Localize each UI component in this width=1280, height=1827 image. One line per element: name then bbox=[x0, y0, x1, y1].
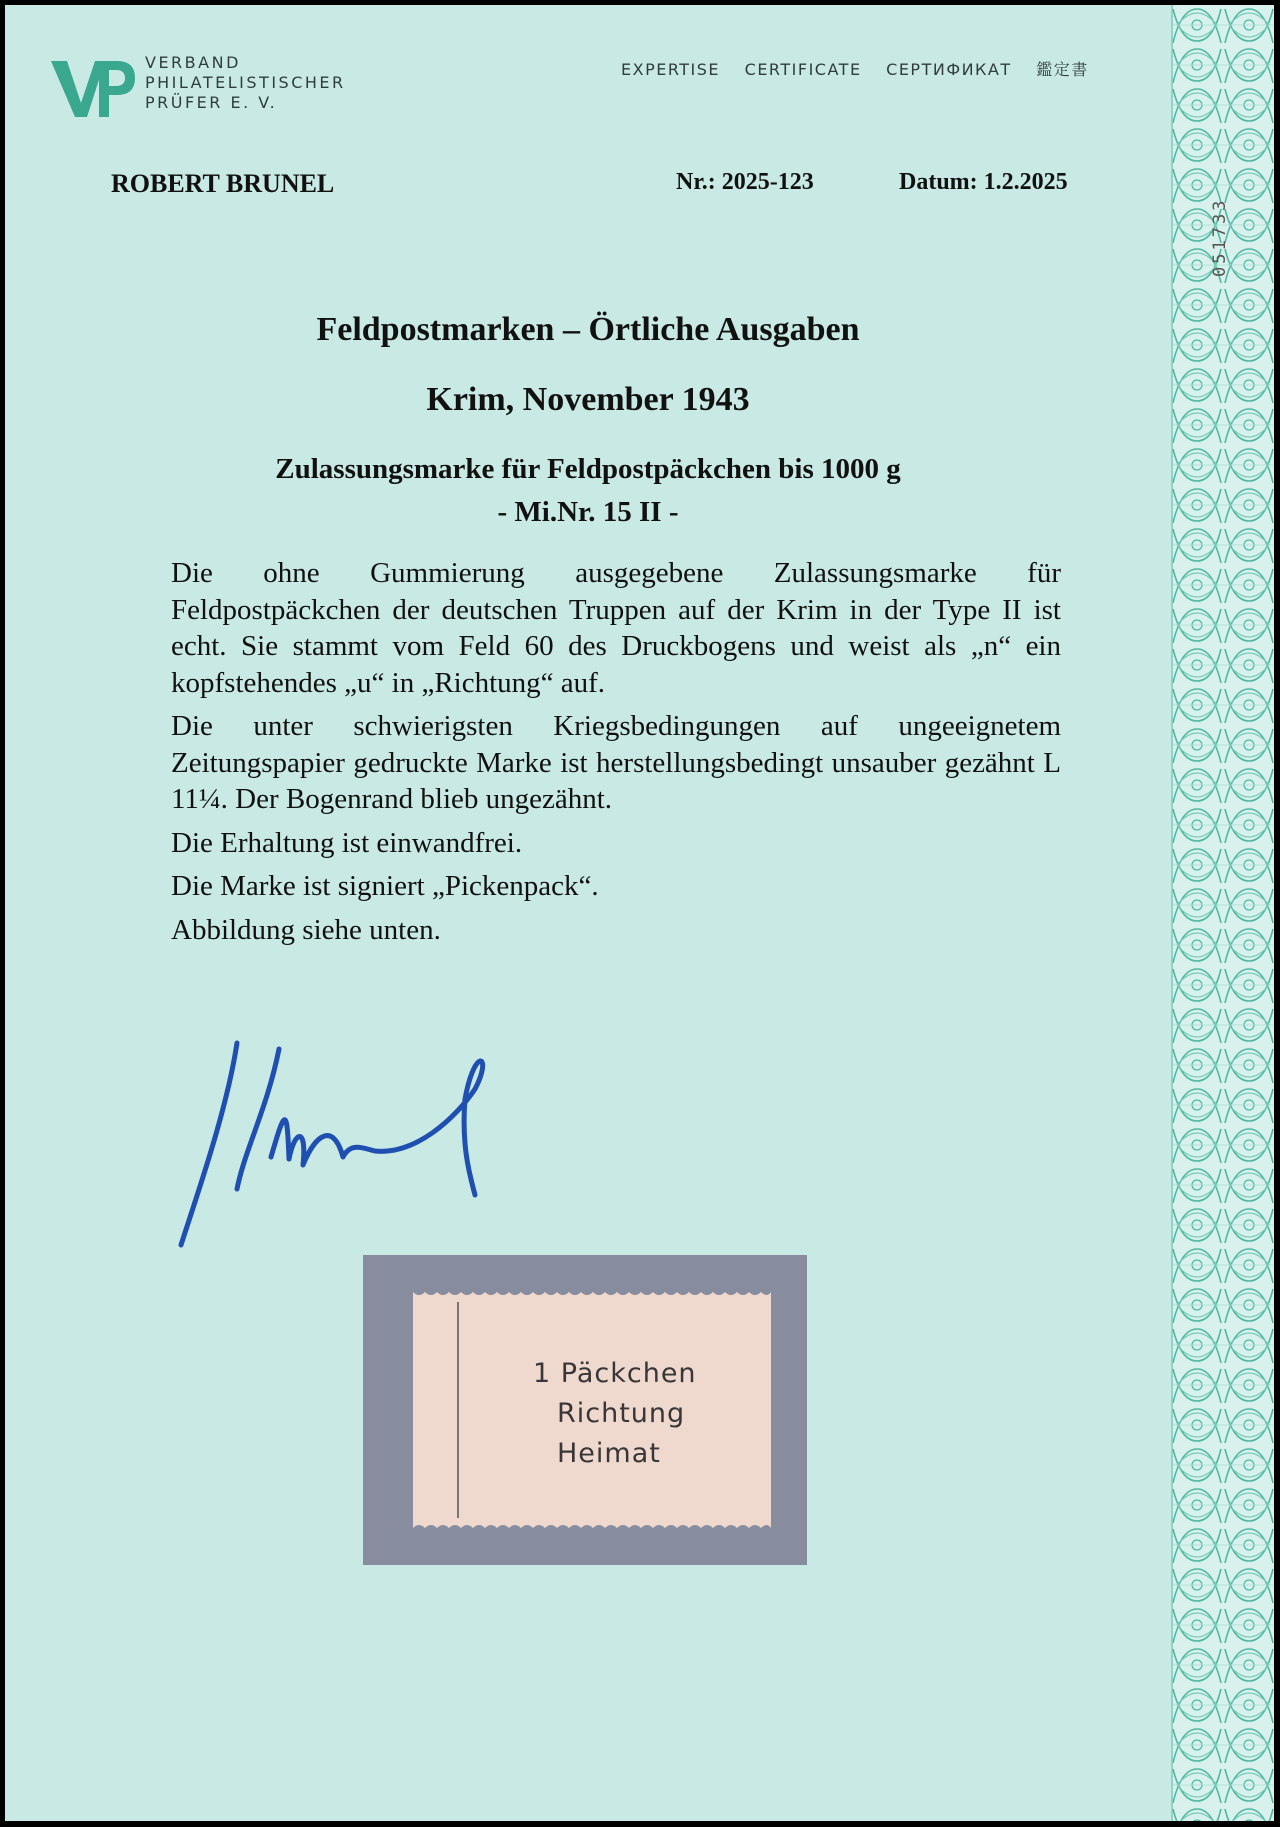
signature bbox=[175, 1039, 555, 1249]
body-paragraph: Abbildung siehe unten. bbox=[171, 913, 441, 946]
title-line-3: Zulassungsmarke für Feldpostpäckchen bis 1000 g bbox=[275, 453, 901, 485]
stamp-line: Heimat bbox=[557, 1438, 661, 1469]
cert-type: EXPERTISE bbox=[621, 60, 721, 79]
certificate-date: Datum: 1.2.2025 bbox=[899, 169, 1068, 195]
body-paragraph: Die ohne Gummierung ausgegebene Zulassungsmarke für Feldpostpäckchen der deutschen Truppen auf der Krim in der Type II ist echt. Sie stammt vom Feld 60 des Druckbogens und weist als „n“ ein kopfstehendes „u“ in „Richtung“ auf. bbox=[171, 557, 1061, 699]
title-line-2: Krim, November 1943 bbox=[426, 381, 750, 418]
expert-name: ROBERT BRUNEL bbox=[111, 169, 335, 198]
organization-name bbox=[145, 53, 346, 113]
certificate-page bbox=[5, 5, 1274, 1821]
stamp-line: 1 Päckchen bbox=[533, 1358, 697, 1389]
cert-type: CERTIFICATE bbox=[744, 60, 862, 79]
org-line: PRÜFER E. V. bbox=[145, 93, 278, 112]
catalog-number: - Mi.Nr. 15 II - bbox=[497, 496, 679, 528]
guilloche-pattern bbox=[1171, 5, 1274, 1821]
body-paragraph: Die Erhaltung ist einwandfrei. bbox=[171, 826, 523, 859]
title-line-1: Feldpostmarken – Örtliche Ausgaben bbox=[316, 311, 860, 348]
cert-type: СЕРТИФИКАТ bbox=[886, 60, 1012, 79]
stamp-line: Richtung bbox=[557, 1398, 686, 1429]
certificate-body bbox=[171, 555, 1061, 955]
stamp-inscription bbox=[533, 1354, 697, 1474]
body-paragraph: Die unter schwierigsten Kriegsbedingungen auf ungeeignetem Zeitungspapier gedruckte Marke ist herstellungsbedingt unsauber gezähnt L 11¼. Der Bogenrand blieb ungezähnt. bbox=[171, 710, 1061, 815]
stamp-image bbox=[413, 1292, 771, 1528]
org-line: VERBAND bbox=[145, 53, 241, 72]
vp-logo bbox=[49, 55, 135, 121]
cert-type: 鑑定書 bbox=[1036, 60, 1089, 79]
org-line: PHILATELISTISCHER bbox=[145, 73, 346, 92]
serial-number: 051733 bbox=[1210, 197, 1230, 277]
certificate-number: Nr.: 2025-123 bbox=[676, 169, 814, 195]
guilloche-border bbox=[1171, 5, 1274, 1821]
certificate-types bbox=[621, 57, 1107, 80]
body-paragraph: Die Marke ist signiert „Pickenpack“. bbox=[171, 870, 599, 902]
